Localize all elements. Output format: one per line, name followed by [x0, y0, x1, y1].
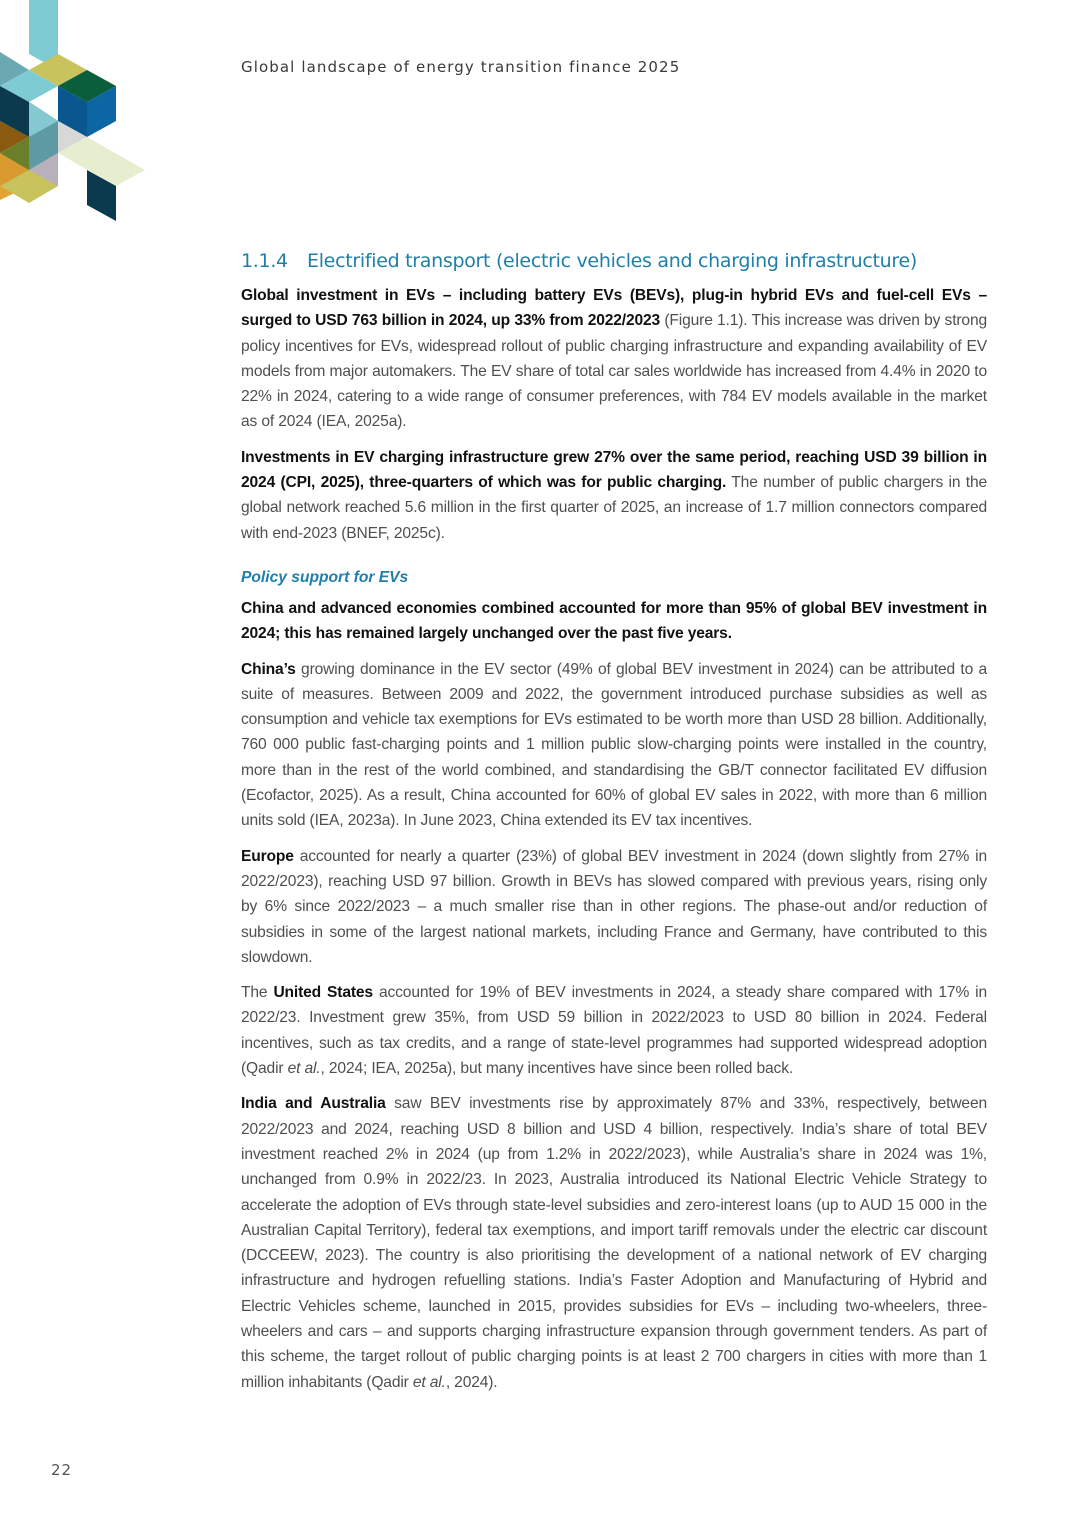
geometric-cubes-decoration-icon [0, 0, 150, 225]
page-number: 22 [51, 1461, 73, 1479]
section-title: Electrified transport (electric vehicles and charging infrastructure) [307, 250, 917, 272]
paragraph-tail: , 2024; IEA, 2025a), but many incentives have since been rolled back. [320, 1060, 794, 1078]
paragraph-lead: Europe [241, 847, 294, 865]
main-content [241, 248, 987, 1405]
paragraph-body: growing dominance in the EV sector (49% of global BEV investment in 2024) can be attributed to a suite of measures. Between 2009 and 2022, the government introduced purchase subsidies as well as consumption and vehicle tax exemptions for EVs estimated to be worth more than USD 28 billion. Additionally, 760 000 public fast-charging points and 1 million public slow-charging points were installed in the country, more than in the rest of the world combined, and standardising the GB/T connector facilitated EV diffusion (Ecofactor, 2025). As a result, China accounted for 60% of global EV sales in 2022, with more than 6 million units sold (IEA, 2023a). In June 2023, China extended its EV tax incentives. [241, 660, 987, 830]
running-header-title: Global landscape of energy transition finance 2025 [241, 58, 681, 76]
paragraph-lead: Global investment in EVs – including battery EVs (BEVs), plug-in hybrid EVs and fuel-cell EVs – surged to USD 763 billion in 2024, up 33% from 2022/2023 [241, 287, 987, 330]
paragraph-body: (Figure 1.1). This increase was driven by strong policy incentives for EVs, widespread rollout of public charging infrastructure and expanding availability of EV models from major automakers. The EV share of total car sales worldwide has increased from 4.4% in 2020 to 22% in 2024, catering to a wide range of consumer preferences, with 784 EV models available in the market as of 2024 (IEA, 2025a). [241, 312, 987, 431]
paragraph-india-australia [241, 1091, 987, 1395]
paragraph-tail: , 2024). [445, 1373, 498, 1391]
paragraph-body: The number of public chargers in the global network reached 5.6 million in the first quarter of 2025, an increase of 1.7 million connectors compared with end-2023 (BNEF, 2025c). [241, 474, 987, 542]
paragraph-china [241, 657, 987, 834]
section-heading [241, 248, 987, 274]
paragraph-body: accounted for 19% of BEV investments in 2024, a steady share compared with 17% in 2022/23. Investment grew 35%, from USD 59 billion in 2022/2023 to USD 80 billion in 2024. Federal incentives, such as tax credits, and a range of state-level programmes had supported widespread adoption (Qadir [241, 984, 988, 1078]
paragraph-body: saw BEV investments rise by approximately 87% and 33%, respectively, between 2022/2023 and 2024, reaching USD 8 billion and USD 4 billion, respectively. India’s share of total BEV investment reached 2% in 2024 (up from 1.2% in 2022/2023), while Australia’s share in 2024 was 1%, unchanged from 0.9% in 2022/23. In 2023, Australia introduced its National Electric Vehicle Strategy to accelerate the adoption of EVs through state-level subsidies and zero-interest loans (up to AUD 15 000 in the Australian Capital Territory), federal tax exemptions, and import tariff removals under the electric car discount (DCCEEW, 2023). The country is also prioritising the development of a national network of EV charging infrastructure and hydrogen refuelling stations. India’s Faster Adoption and Manufacturing of Hybrid and Electric Vehicles scheme, launched in 2015, provides subsidies for EVs – including two-wheelers, three-wheelers and cars – and supports charging infrastructure expansion through government tenders. As part of this scheme, the target rollout of public charging points is at least 2 700 chargers in cities with more than 1 million inhabitants (Qadir [241, 1095, 988, 1391]
section-number: 1.1.4 [241, 250, 288, 272]
paragraph-lead: Investments in EV charging infrastructure grew 27% over the same period, reaching USD 39 billion in 2024 (CPI, 2025), three-quarters of which was for public charging. [241, 448, 987, 492]
paragraph-global-ev-investment [241, 283, 987, 435]
paragraph-charging-infrastructure [241, 445, 987, 546]
citation-et-al: et al. [412, 1373, 446, 1391]
paragraph-lead: China’s [241, 660, 296, 678]
paragraph-united-states [241, 980, 987, 1081]
paragraph-key-finding: China and advanced economies combined accounted for more than 95% of global BEV investment in 2024; this has remained largely unchanged over the past five years. [241, 599, 987, 643]
subheading-policy-support: Policy support for EVs [241, 568, 409, 586]
paragraph-europe [241, 844, 987, 970]
paragraph-body: accounted for nearly a quarter (23%) of global BEV investment in 2024 (down slightly from 27% in 2022/2023), reaching USD 97 billion. Growth in BEVs has slowed compared with previous years, rising only by 6% since 2022/2023 – a much smaller rise than in other regions. The phase-out and/or reduction of subsidies in some of the largest national markets, including France and Germany, have contributed to this slowdown. [241, 847, 987, 966]
paragraph-lead: India and Australia [241, 1095, 386, 1113]
citation-et-al: et al. [287, 1060, 321, 1078]
paragraph-lead: United States [273, 984, 373, 1002]
paragraph-prefix: The [241, 984, 274, 1002]
